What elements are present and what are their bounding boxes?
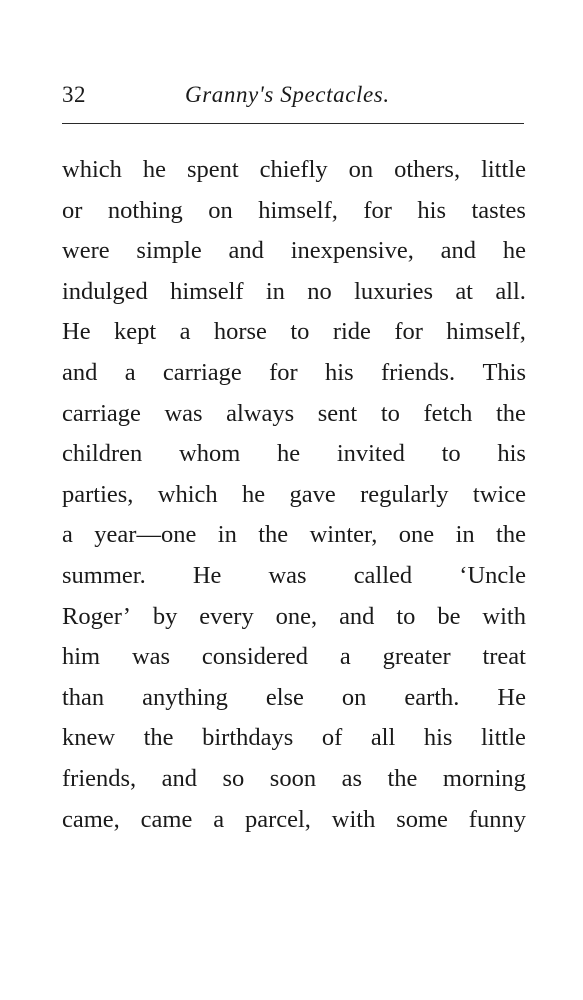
word: to	[380, 399, 400, 427]
word: morning	[442, 764, 526, 792]
word: at	[455, 277, 473, 305]
text-line	[62, 353, 526, 394]
word: by	[152, 602, 178, 630]
word: a	[213, 805, 225, 833]
word: winter,	[309, 521, 378, 549]
word: his	[497, 440, 526, 468]
page-header	[62, 82, 523, 112]
word: his	[423, 724, 453, 752]
word: friends.	[380, 358, 456, 386]
word: his	[325, 358, 354, 386]
word: regularly	[360, 480, 449, 508]
word: greater	[382, 643, 451, 671]
word: He	[62, 318, 91, 346]
word: he	[502, 237, 526, 265]
word: ride	[332, 318, 371, 346]
text-line	[62, 272, 526, 313]
word: the	[387, 764, 418, 792]
word: some	[396, 805, 448, 833]
page-number: 32	[62, 82, 86, 107]
word: so	[222, 764, 245, 792]
word: summer.	[62, 561, 146, 589]
word: the	[496, 521, 526, 549]
word: whom	[179, 440, 241, 468]
word: for	[394, 318, 423, 346]
word: himself,	[258, 196, 338, 224]
word: He	[192, 561, 222, 589]
word: parcel,	[244, 805, 311, 833]
word: which	[62, 156, 122, 183]
word: him	[62, 643, 101, 671]
word: one	[398, 521, 435, 549]
text-line	[62, 475, 526, 516]
word: he	[142, 156, 166, 183]
word: luxuries	[354, 277, 433, 305]
word: else	[265, 683, 304, 711]
body-text	[62, 150, 526, 840]
word: nothing	[107, 196, 183, 224]
word: in	[265, 277, 285, 305]
text-line	[62, 434, 526, 475]
word: with	[331, 805, 376, 833]
word: or	[62, 196, 83, 224]
word: gave	[289, 480, 336, 508]
word: to	[396, 602, 416, 630]
word: sent	[317, 399, 358, 427]
word: invited	[336, 440, 405, 468]
word: He	[497, 683, 526, 711]
word: others,	[394, 156, 461, 183]
word: came,	[62, 805, 120, 833]
word: a	[62, 521, 73, 549]
word: Roger’	[62, 602, 131, 630]
text-line	[62, 800, 526, 841]
word: the	[496, 399, 526, 427]
header-rule	[62, 123, 524, 124]
text-line	[62, 759, 526, 800]
word: in	[455, 521, 475, 549]
word: was	[131, 643, 171, 671]
word: spent	[186, 156, 239, 183]
word: parties,	[62, 480, 134, 508]
word: one,	[275, 602, 318, 630]
word: friends,	[62, 764, 137, 792]
word: with	[482, 602, 526, 630]
word: all	[370, 724, 396, 752]
running-title: Granny's Spectacles.	[185, 82, 390, 107]
word: a	[124, 358, 136, 386]
word: which	[157, 480, 218, 508]
word: kept	[113, 318, 157, 346]
word: as	[341, 764, 362, 792]
word: tastes	[471, 196, 526, 224]
word: every	[199, 602, 254, 630]
word: treat	[482, 643, 526, 671]
word: on	[341, 683, 367, 711]
word: fetch	[423, 399, 473, 427]
word: children	[62, 440, 143, 468]
text-line	[62, 191, 526, 232]
word: he	[242, 480, 266, 508]
word: on	[348, 156, 374, 183]
word: and	[228, 237, 264, 265]
text-line	[62, 678, 526, 719]
word: simple	[136, 237, 202, 265]
word: the	[258, 521, 289, 549]
word: funny	[468, 805, 526, 833]
word: be	[437, 602, 461, 630]
word: was	[164, 399, 203, 427]
word: than	[62, 683, 105, 711]
word: and	[62, 358, 98, 386]
word: chiefly	[259, 156, 328, 183]
word: considered	[201, 643, 309, 671]
word: called	[353, 561, 413, 589]
word: always	[226, 399, 295, 427]
word: twice	[472, 480, 526, 508]
word: he	[276, 440, 301, 468]
word: himself,	[446, 318, 526, 346]
word: and	[339, 602, 375, 630]
word: inexpensive,	[290, 237, 414, 265]
word: all.	[495, 277, 526, 305]
word: little	[481, 724, 526, 752]
word: a	[339, 643, 351, 671]
word: of	[321, 724, 343, 752]
word: birthdays	[202, 724, 294, 752]
word: to	[290, 318, 310, 346]
word: came	[140, 805, 193, 833]
word: earth.	[404, 683, 460, 711]
word: the	[143, 724, 174, 752]
text-line	[62, 556, 526, 597]
word: in	[217, 521, 237, 549]
word: anything	[142, 683, 228, 711]
word: was	[268, 561, 307, 589]
text-line	[62, 515, 526, 556]
word: were	[62, 237, 110, 265]
word: and	[161, 764, 198, 792]
word: ‘Uncle	[459, 561, 526, 589]
word: and	[440, 237, 477, 265]
word: horse	[213, 318, 267, 346]
text-line	[62, 231, 526, 272]
text-line	[62, 312, 526, 353]
word: little	[481, 156, 526, 183]
word: to	[441, 440, 461, 468]
word: himself	[170, 277, 244, 305]
word: a	[179, 318, 191, 346]
word: This	[482, 358, 526, 386]
word: knew	[62, 724, 116, 752]
text-line	[62, 597, 526, 638]
text-line	[62, 637, 526, 678]
word: no	[307, 277, 332, 305]
word: carriage	[162, 358, 242, 386]
word: indulged	[62, 277, 148, 305]
word: soon	[269, 764, 317, 792]
word: for	[269, 358, 298, 386]
text-line	[62, 718, 526, 759]
word: year—one	[94, 521, 197, 549]
word: his	[417, 196, 447, 224]
word: on	[208, 196, 233, 224]
word: carriage	[62, 399, 141, 427]
text-line	[62, 150, 526, 191]
text-line	[62, 394, 526, 435]
word: for	[363, 196, 392, 224]
